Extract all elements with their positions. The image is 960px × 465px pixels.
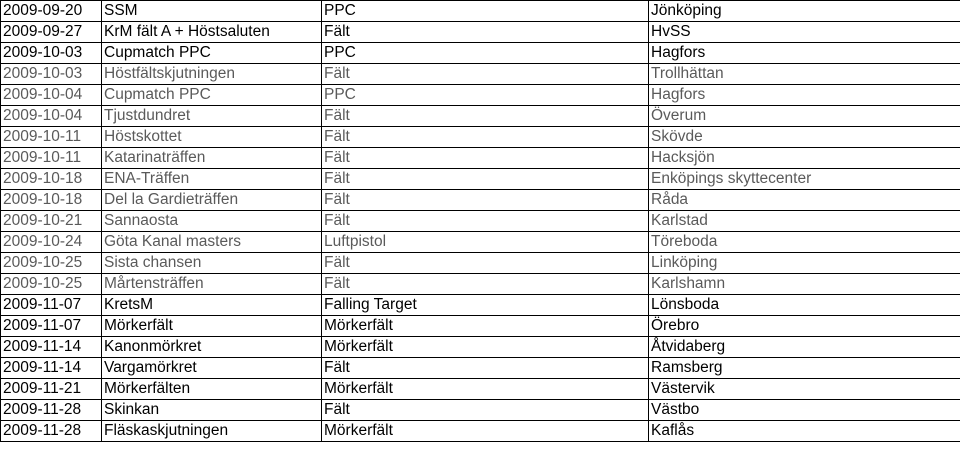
date-cell: 2009-10-11 (1, 127, 102, 148)
discipline-cell: Fält (322, 64, 649, 85)
discipline-cell: PPC (322, 85, 649, 106)
table-row (1, 85, 960, 106)
discipline-cell: Fält (322, 190, 649, 211)
table-row (1, 64, 960, 85)
table-row (1, 1, 960, 22)
event-name-cell: Fläskaskjutningen (102, 421, 322, 442)
location-cell: Råda (649, 190, 960, 211)
discipline-cell: Fält (322, 274, 649, 295)
discipline-cell: Mörkerfält (322, 421, 649, 442)
discipline-cell: Luftpistol (322, 232, 649, 253)
table-row (1, 127, 960, 148)
date-cell: 2009-11-21 (1, 379, 102, 400)
event-name-cell: KrM fält A + Höstsaluten (102, 22, 322, 43)
event-name-cell: Göta Kanal masters (102, 232, 322, 253)
location-cell: HvSS (649, 22, 960, 43)
discipline-cell: Fält (322, 106, 649, 127)
location-cell: Karlshamn (649, 274, 960, 295)
discipline-cell: PPC (322, 1, 649, 22)
date-cell: 2009-11-14 (1, 337, 102, 358)
date-cell: 2009-11-14 (1, 358, 102, 379)
discipline-cell: Fält (322, 127, 649, 148)
table-row (1, 400, 960, 421)
event-name-cell: Mörkerfälten (102, 379, 322, 400)
discipline-cell: Mörkerfält (322, 316, 649, 337)
table-row (1, 232, 960, 253)
table-row (1, 421, 960, 442)
event-name-cell: Kanonmörkret (102, 337, 322, 358)
event-name-cell: KretsM (102, 295, 322, 316)
table-row (1, 379, 960, 400)
discipline-cell: Mörkerfält (322, 337, 649, 358)
event-name-cell: Vargamörkret (102, 358, 322, 379)
location-cell: Karlstad (649, 211, 960, 232)
date-cell: 2009-10-03 (1, 43, 102, 64)
location-cell: Töreboda (649, 232, 960, 253)
location-cell: Enköpings skyttecenter (649, 169, 960, 190)
location-cell: Lönsboda (649, 295, 960, 316)
table-row (1, 358, 960, 379)
date-cell: 2009-10-03 (1, 64, 102, 85)
location-cell: Skövde (649, 127, 960, 148)
location-cell: Ramsberg (649, 358, 960, 379)
date-cell: 2009-10-04 (1, 106, 102, 127)
location-cell: Hagfors (649, 43, 960, 64)
location-cell: Hagfors (649, 85, 960, 106)
table-row (1, 43, 960, 64)
date-cell: 2009-10-04 (1, 85, 102, 106)
discipline-cell: Fält (322, 148, 649, 169)
discipline-cell: Fält (322, 400, 649, 421)
date-cell: 2009-09-27 (1, 22, 102, 43)
table-row (1, 253, 960, 274)
discipline-cell: Fält (322, 358, 649, 379)
date-cell: 2009-10-11 (1, 148, 102, 169)
date-cell: 2009-11-07 (1, 295, 102, 316)
table-row (1, 169, 960, 190)
discipline-cell: Fält (322, 211, 649, 232)
table-row (1, 211, 960, 232)
event-name-cell: Höstskottet (102, 127, 322, 148)
table-row (1, 274, 960, 295)
date-cell: 2009-11-28 (1, 421, 102, 442)
date-cell: 2009-10-18 (1, 190, 102, 211)
location-cell: Västervik (649, 379, 960, 400)
location-cell: Västbo (649, 400, 960, 421)
event-name-cell: Sista chansen (102, 253, 322, 274)
discipline-cell: Fält (322, 22, 649, 43)
table-row (1, 190, 960, 211)
table-row (1, 148, 960, 169)
event-name-cell: Tjustdundret (102, 106, 322, 127)
table-row (1, 295, 960, 316)
event-name-cell: Cupmatch PPC (102, 43, 322, 64)
event-name-cell: ENA-Träffen (102, 169, 322, 190)
discipline-cell: Mörkerfält (322, 379, 649, 400)
date-cell: 2009-11-07 (1, 316, 102, 337)
event-name-cell: Mörkerfält (102, 316, 322, 337)
table-row (1, 106, 960, 127)
date-cell: 2009-11-28 (1, 400, 102, 421)
date-cell: 2009-10-25 (1, 253, 102, 274)
date-cell: 2009-10-18 (1, 169, 102, 190)
table-row (1, 337, 960, 358)
event-name-cell: Sannaosta (102, 211, 322, 232)
event-name-cell: Höstfältskjutningen (102, 64, 322, 85)
location-cell: Kaflås (649, 421, 960, 442)
date-cell: 2009-10-25 (1, 274, 102, 295)
events-table-body (1, 1, 960, 442)
table-row (1, 316, 960, 337)
date-cell: 2009-09-20 (1, 1, 102, 22)
discipline-cell: PPC (322, 43, 649, 64)
location-cell: Hacksjön (649, 148, 960, 169)
location-cell: Åtvidaberg (649, 337, 960, 358)
location-cell: Örebro (649, 316, 960, 337)
event-name-cell: Del la Gardieträffen (102, 190, 322, 211)
location-cell: Trollhättan (649, 64, 960, 85)
date-cell: 2009-10-24 (1, 232, 102, 253)
location-cell: Jönköping (649, 1, 960, 22)
event-name-cell: Katarinaträffen (102, 148, 322, 169)
table-row (1, 22, 960, 43)
discipline-cell: Fält (322, 169, 649, 190)
event-name-cell: Skinkan (102, 400, 322, 421)
location-cell: Linköping (649, 253, 960, 274)
discipline-cell: Fält (322, 253, 649, 274)
event-name-cell: SSM (102, 1, 322, 22)
event-name-cell: Cupmatch PPC (102, 85, 322, 106)
event-name-cell: Mårtensträffen (102, 274, 322, 295)
date-cell: 2009-10-21 (1, 211, 102, 232)
location-cell: Överum (649, 106, 960, 127)
discipline-cell: Falling Target (322, 295, 649, 316)
